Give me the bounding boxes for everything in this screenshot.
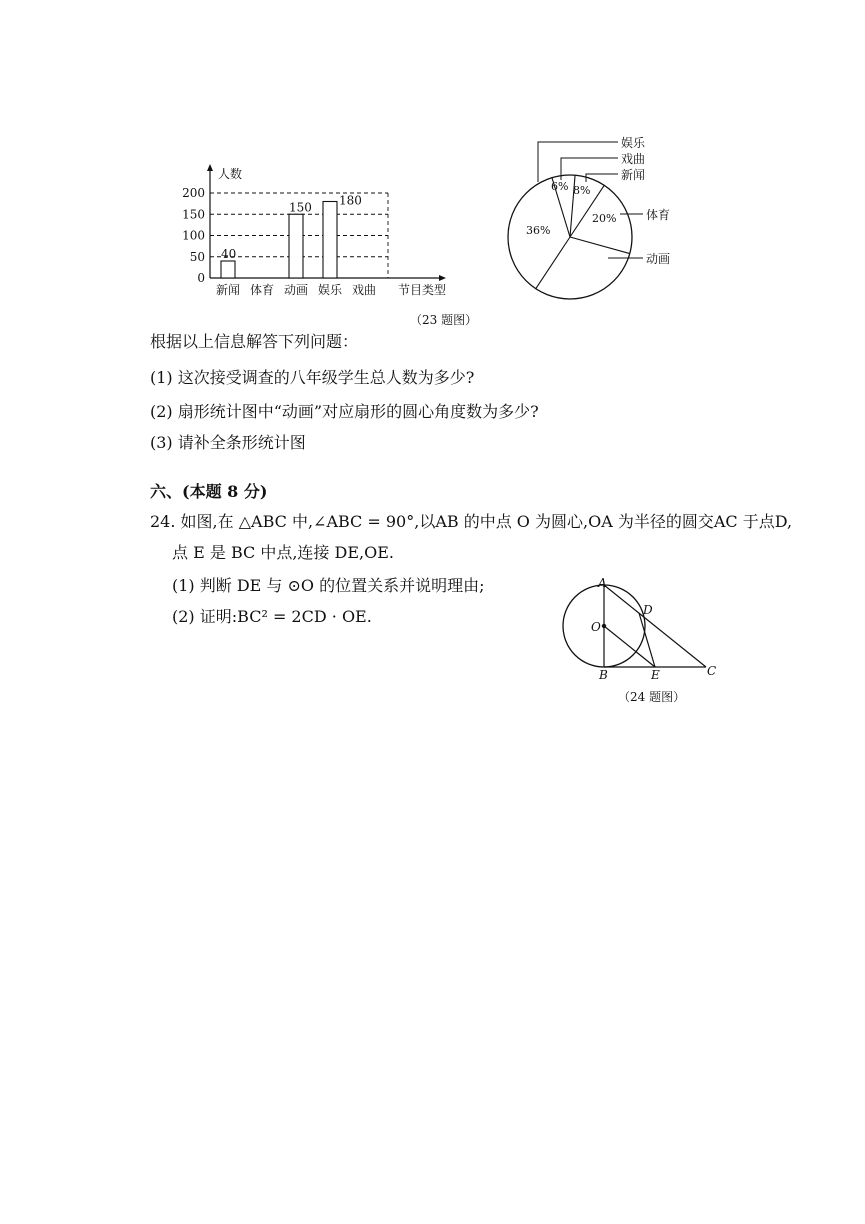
q23-question-1: (1) 这次接受调查的八年级学生总人数为多少? bbox=[150, 368, 475, 387]
y-tick-label: 100 bbox=[182, 228, 205, 243]
x-axis-title: 节目类型 bbox=[398, 283, 447, 297]
geometry-figure bbox=[555, 575, 725, 685]
bar bbox=[221, 261, 235, 278]
label-c: C bbox=[707, 664, 717, 678]
y-tick-label: 200 bbox=[182, 186, 205, 200]
pie-label-donghua: 动画 bbox=[646, 252, 671, 266]
q24-sub-1: (1) 判断 DE 与 ⊙O 的位置关系并说明理由; bbox=[172, 576, 485, 595]
y-tick-label: 150 bbox=[182, 207, 205, 222]
section-heading: 六、(本题 8 分) bbox=[150, 482, 268, 501]
y-axis-title: 人数 bbox=[218, 167, 243, 181]
bar-value-label: 180 bbox=[339, 193, 362, 208]
q24-sub-2: (2) 证明:BC² = 2CD · OE. bbox=[172, 607, 372, 626]
q24-line-2: 点 E 是 BC 中点,连接 DE,OE. bbox=[172, 543, 394, 562]
pie-label-yule: 娱乐 bbox=[621, 136, 646, 150]
pie-pct-tiyu: 20% bbox=[592, 212, 617, 225]
segment-oe bbox=[604, 626, 655, 667]
segment-de bbox=[639, 613, 655, 667]
bar-value-label: 150 bbox=[289, 200, 312, 215]
bar-value-label: 40 bbox=[221, 247, 237, 261]
x-category-label: 戏曲 bbox=[351, 283, 377, 297]
q24-caption: （24 题图） bbox=[618, 690, 686, 704]
pie-label-xinwen: 新闻 bbox=[621, 168, 646, 182]
label-o: O bbox=[591, 620, 601, 634]
label-e: E bbox=[651, 668, 660, 682]
label-a: A bbox=[598, 576, 607, 590]
y-tick-label: 0 bbox=[197, 271, 205, 285]
bar bbox=[323, 202, 337, 279]
pie-pct-yule: 36% bbox=[526, 224, 551, 237]
q23-question-3: (3) 请补全条形统计图 bbox=[150, 433, 306, 452]
q24-line-1: 24. 如图,在 △ABC 中,∠ABC = 90°,以AB 的中点 O 为圆心,OA 为半径的圆交AC 于点D, bbox=[150, 512, 793, 531]
label-b: B bbox=[599, 668, 608, 682]
y-axis-arrow bbox=[207, 164, 213, 171]
pie-label-xiqu: 戏曲 bbox=[621, 152, 646, 166]
leader-xiqu bbox=[561, 158, 618, 180]
pie-slice-boundary bbox=[570, 237, 630, 254]
bar bbox=[289, 214, 303, 278]
bar-chart bbox=[180, 160, 460, 300]
label-d: D bbox=[643, 603, 653, 617]
pie-pct-xiqu: 6% bbox=[551, 180, 569, 193]
x-category-label: 动画 bbox=[283, 283, 309, 297]
y-tick-label: 50 bbox=[189, 249, 205, 264]
x-category-label: 体育 bbox=[249, 283, 275, 297]
point-o-dot bbox=[602, 624, 606, 628]
q23-prompt: 根据以上信息解答下列问题： bbox=[150, 332, 359, 351]
q23-caption: （23 题图） bbox=[410, 313, 478, 327]
x-category-label: 新闻 bbox=[215, 283, 241, 297]
segment-ac bbox=[604, 585, 706, 667]
pie-slice-boundary bbox=[536, 237, 570, 289]
x-axis-arrow bbox=[439, 275, 446, 281]
pie-pct-xinwen: 8% bbox=[573, 184, 591, 197]
q23-question-2: (2) 扇形统计图中“动画”对应扇形的圆心角度数为多少? bbox=[150, 402, 539, 421]
pie-label-tiyu: 体育 bbox=[646, 208, 671, 222]
pie-chart bbox=[500, 130, 700, 305]
x-category-label: 娱乐 bbox=[317, 283, 343, 297]
